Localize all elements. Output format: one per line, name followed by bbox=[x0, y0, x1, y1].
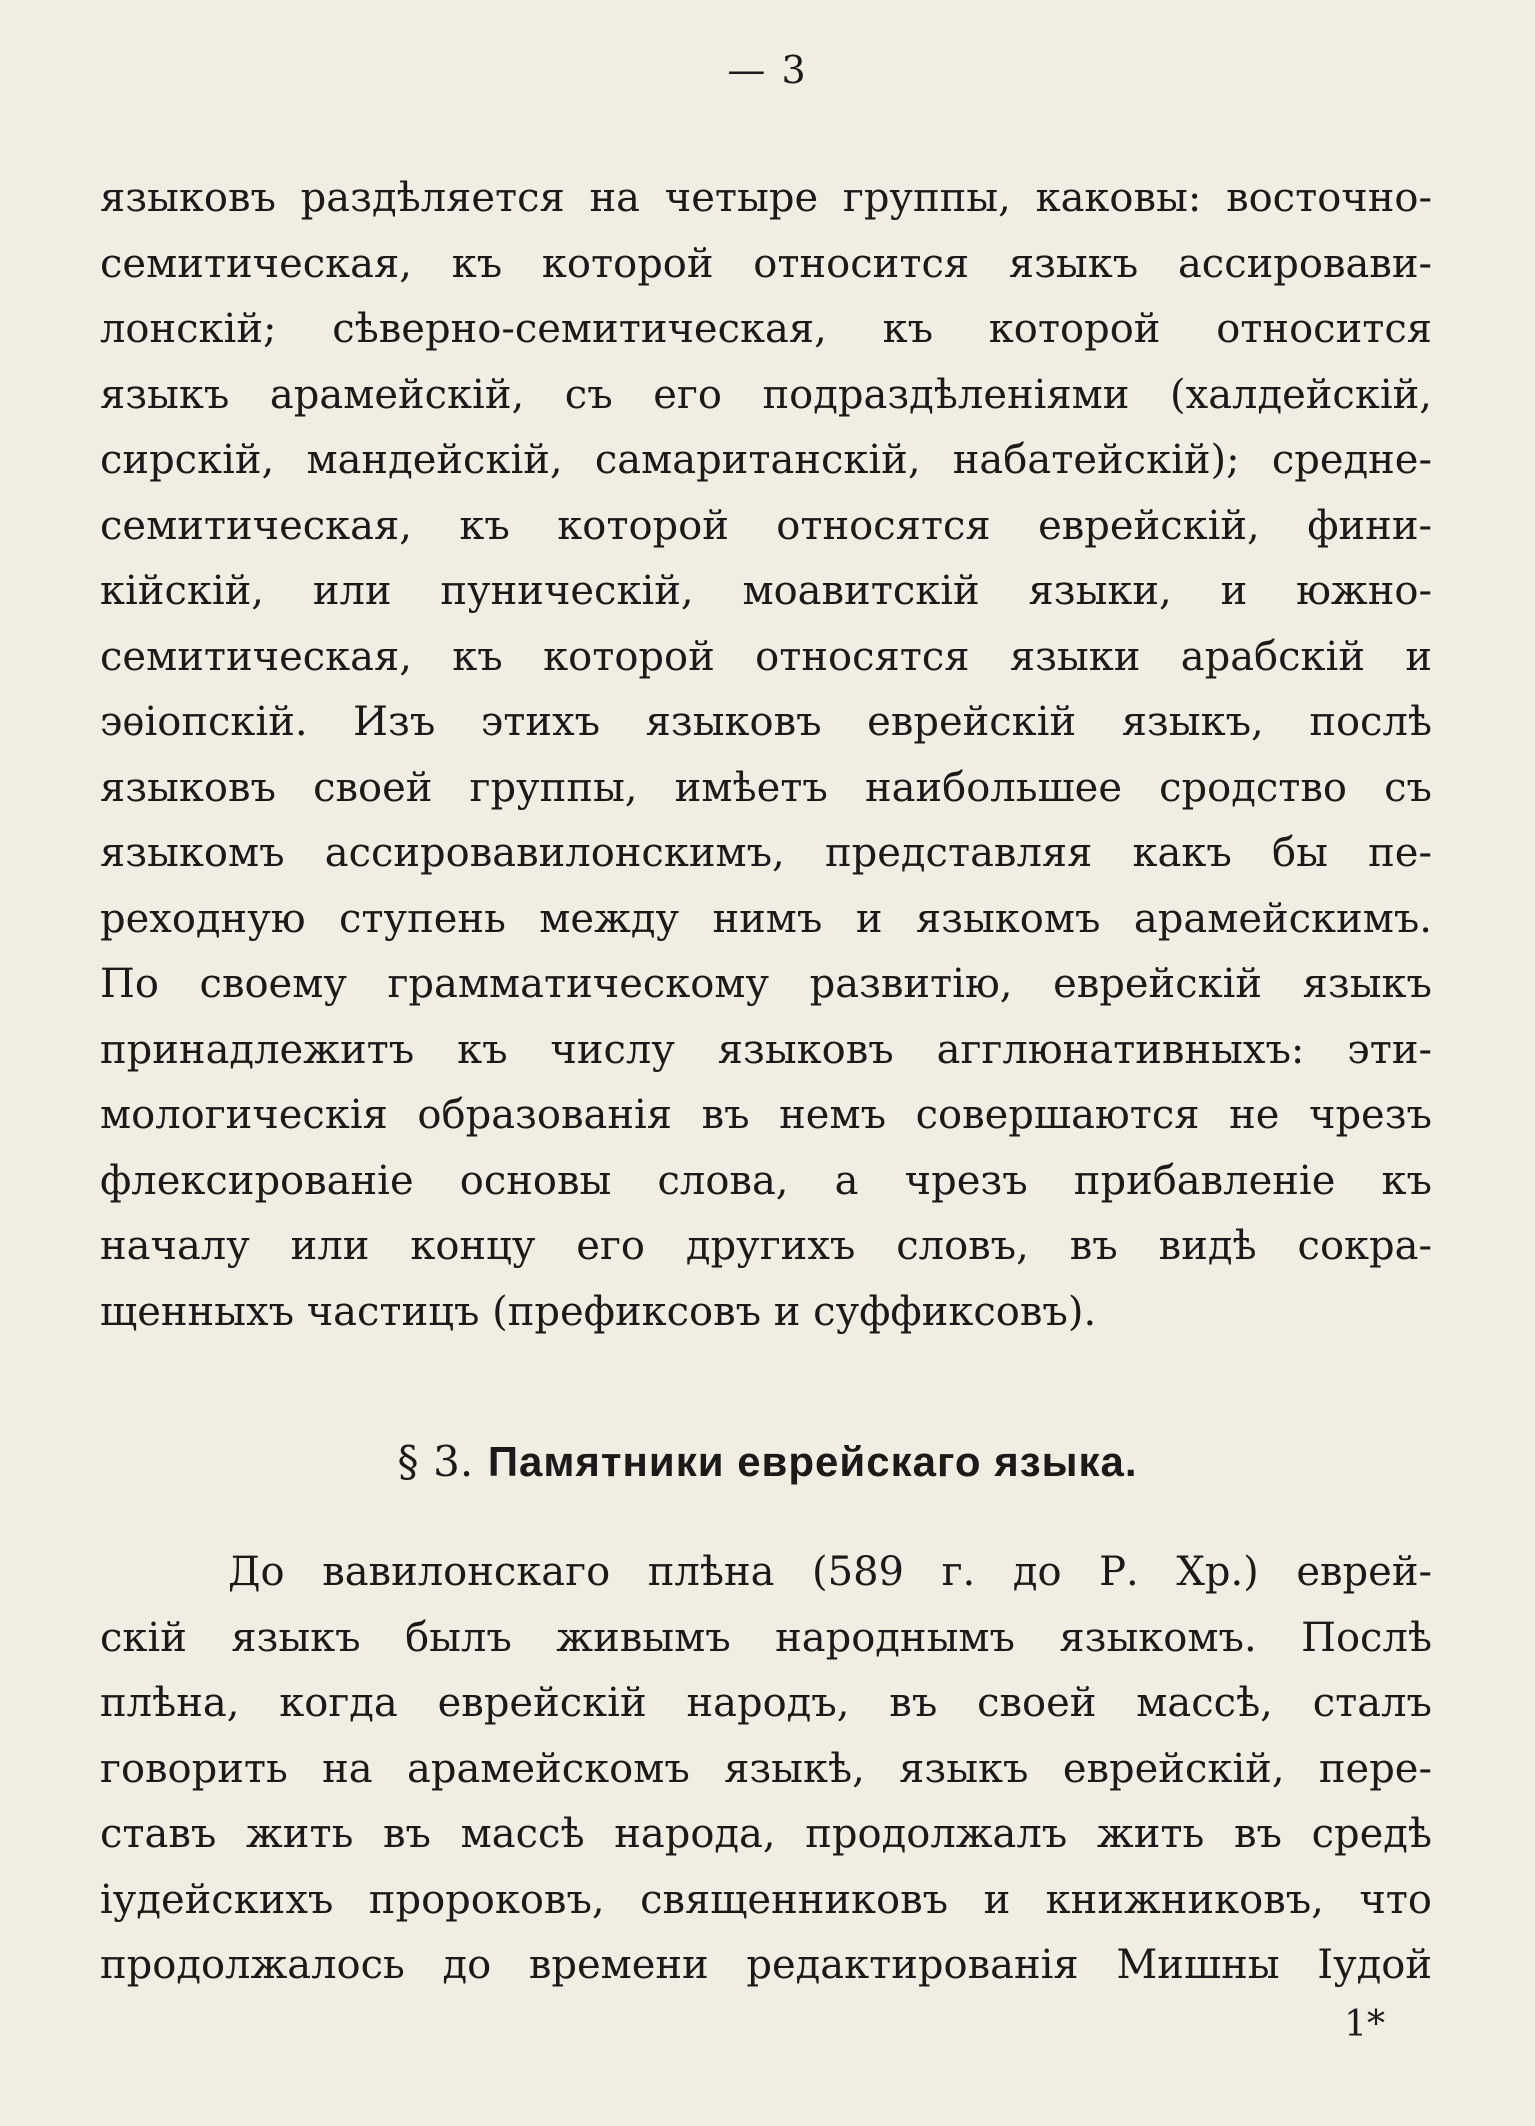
text-line: семитическая, къ которой относится языкъ ассировави- bbox=[100, 240, 1432, 287]
text-line: эѳіопскій. Изъ этихъ языковъ еврейскій языкъ, послѣ bbox=[100, 699, 1432, 745]
text-line: продолжалось до времени редактированія Мишны Іудой bbox=[100, 1942, 1432, 1988]
text-line: іудейскихъ пророковъ, священниковъ и книжниковъ, что bbox=[100, 1876, 1432, 1923]
text-line: скій языкъ былъ живымъ народнымъ языкомъ. Послѣ bbox=[100, 1614, 1432, 1661]
text-line: семитическая, къ которой относятся языки арабскій и bbox=[100, 633, 1432, 680]
text-line: языкомъ ассировавилонскимъ, представляя какъ бы пе- bbox=[100, 830, 1432, 876]
text-line: языкъ арамейскій, съ его подраздѣленіями (халдейскій, bbox=[100, 371, 1432, 418]
text-line: семитическая, къ которой относятся еврейскій, фини- bbox=[100, 502, 1432, 549]
section-title: Памятники еврейскаго языка. bbox=[487, 1438, 1138, 1485]
section-sign: § bbox=[397, 1437, 419, 1486]
text-line: мологическія образованія въ немъ совершаются не чрезъ bbox=[100, 1092, 1432, 1138]
text-line: говорить на арамейскомъ языкѣ, языкъ еврейскій, пере- bbox=[100, 1745, 1432, 1792]
paragraph-language-groups bbox=[100, 166, 1432, 1345]
text-line: языковъ раздѣляется на четыре группы, каковы: восточно- bbox=[100, 175, 1432, 221]
text-line: лонскій; сѣверно-семитическая, къ которой относится bbox=[100, 306, 1432, 352]
section-number: 3. bbox=[433, 1437, 474, 1486]
text-line: сирскій, мандейскій, самаританскій, набатейскій); средне- bbox=[100, 437, 1432, 483]
page-number: — 3 bbox=[727, 48, 808, 92]
text-line: началу или концу его другихъ словъ, въ видѣ сокра- bbox=[100, 1223, 1432, 1269]
text-line: плѣна, когда еврейскій народъ, въ своей массѣ, сталъ bbox=[100, 1680, 1432, 1726]
text-line: флексированіе основы слова, а чрезъ прибавленіе къ bbox=[100, 1157, 1432, 1204]
text-line: принадлежитъ къ числу языковъ агглюнативныхъ: эти- bbox=[100, 1026, 1432, 1073]
text-line: ставъ жить въ массѣ народа, продолжалъ жить въ средѣ bbox=[100, 1811, 1432, 1857]
text-line: До вавилонскаго плѣна (589 г. до Р. Хр.) еврей- bbox=[228, 1549, 1432, 1595]
text-line: щенныхъ частицъ (префиксовъ и суффиксовъ). bbox=[100, 1288, 1097, 1335]
text-line: реходную ступень между нимъ и языкомъ арамейскимъ. bbox=[100, 895, 1432, 942]
paragraph-monuments bbox=[100, 1540, 1432, 1999]
section-heading bbox=[0, 1432, 1535, 1492]
printer-signature-mark: 1* bbox=[1344, 2004, 1385, 2045]
text-line: По своему грамматическому развитію, еврейскій языкъ bbox=[100, 961, 1432, 1007]
text-line: языковъ своей группы, имѣетъ наибольшее сродство съ bbox=[100, 764, 1432, 811]
text-line: кійскій, или пуническій, моавитскій языки, и южно- bbox=[100, 568, 1432, 614]
